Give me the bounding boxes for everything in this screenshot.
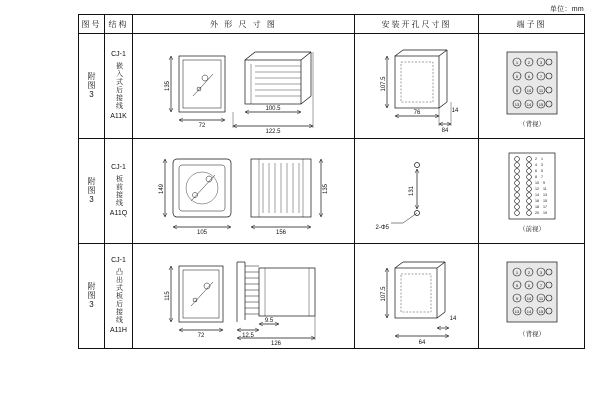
structure-cell-2 [105,139,133,244]
cutout-dim-2-0: 131 [409,185,415,197]
cutout-dim-3-2: 64 [418,340,426,346]
outline-drawing-cell-3 [133,244,355,349]
cutout-dim-1-3: 84 [441,128,449,134]
outline-drawing-cell-2 [133,139,355,244]
svg-text:7: 7 [541,175,543,179]
svg-text:18: 18 [535,205,539,209]
svg-text:6: 6 [527,283,531,288]
terminal-diagram-3 [479,244,585,348]
svg-text:14: 14 [526,309,532,314]
svg-text:6: 6 [535,169,537,173]
terminal-drawing-cell-3 [479,244,585,349]
svg-text:13: 13 [514,309,520,314]
outline-dim-2-0: 149 [159,183,165,195]
svg-text:7: 7 [539,74,543,79]
code-1: A11K [110,113,127,120]
mount-3: 凸出式板后接线 [115,268,123,324]
svg-text:2: 2 [527,60,531,65]
svg-text:11: 11 [543,187,547,191]
outline-dim-2-3: 135 [323,183,329,195]
svg-text:12: 12 [535,187,539,191]
svg-text:2: 2 [535,157,537,161]
outline-drawing-2 [133,139,355,243]
svg-text:3: 3 [541,163,543,167]
cutout-dim-2-1: 2-Φ5 [375,225,389,231]
svg-text:5: 5 [515,283,519,288]
outline-dim-3-1: 72 [197,333,205,339]
svg-text:17: 17 [543,205,547,209]
svg-text:1: 1 [515,60,519,65]
outline-dim-3-4: 126 [270,341,282,347]
outline-dim-1-1: 72 [198,123,206,129]
svg-text:6: 6 [527,74,531,79]
outline-dim-3-2: 12.5 [242,333,254,339]
cutout-dim-3-0: 107.5 [381,286,387,302]
svg-text:11: 11 [538,88,544,93]
cutout-drawing-1 [355,34,479,138]
terminal-diagram-1 [479,34,585,138]
svg-text:5: 5 [541,169,543,173]
terminal-view-label-3: （背视） [519,331,545,338]
model-1: CJ-1 [111,51,126,58]
svg-text:2: 2 [527,270,531,275]
outline-dim-2-1: 105 [196,230,208,236]
svg-text:15: 15 [538,102,544,107]
svg-text:3: 3 [539,270,543,275]
figure-no-cell-3 [79,244,105,349]
svg-text:13: 13 [514,102,520,107]
svg-text:8: 8 [535,175,537,179]
figure-no-3: 附图3 [87,282,96,310]
header-figure-no: 图号 [79,15,105,34]
svg-text:9: 9 [543,181,545,185]
figure-no-cell-1 [79,34,105,139]
svg-text:20: 20 [535,211,539,215]
table-header-row [79,15,585,34]
unit-note: 单位：mm [549,6,584,13]
terminal-view-label-2: （前视） [519,226,545,233]
cutout-drawing-cell-3 [355,244,479,349]
code-3: A11H [110,327,127,334]
cutout-dim-1-1: 76 [413,110,421,116]
cutout-dim-1-0: 107.5 [381,76,387,92]
svg-text:5: 5 [515,74,519,79]
outline-dim-3-0: 115 [165,291,171,301]
svg-text:10: 10 [526,296,532,301]
svg-text:10: 10 [526,88,532,93]
cutout-dim-3-1: 14 [449,316,457,322]
svg-text:3: 3 [539,60,543,65]
cutout-drawing-cell-2 [355,139,479,244]
terminal-drawing-cell-2 [479,139,585,244]
outline-dim-1-2: 100.5 [265,106,281,112]
figure-no-2: 附图3 [87,177,96,205]
svg-text:13: 13 [543,193,547,197]
svg-text:4: 4 [535,163,537,167]
cutout-drawing-3 [355,244,479,348]
table-row [79,34,585,139]
svg-text:1: 1 [515,270,519,275]
outline-dim-2-2: 156 [275,230,287,236]
outline-drawing-cell-1 [133,34,355,139]
svg-text:15: 15 [538,309,544,314]
structure-cell-3 [105,244,133,349]
header-outline: 外 形 尺 寸 图 [133,15,355,34]
svg-text:9: 9 [515,88,519,93]
terminal-view-label-1: （背视） [519,121,545,128]
dimension-table [78,14,585,349]
table-row [79,139,585,244]
figure-no-cell-2 [79,139,105,244]
svg-text:14: 14 [526,102,532,107]
figure-no-1: 附图3 [87,72,96,100]
svg-text:7: 7 [539,283,543,288]
outline-dim-1-0: 135 [165,80,171,92]
cutout-drawing-2 [355,139,479,243]
model-3: CJ-1 [111,257,126,264]
svg-text:11: 11 [538,296,544,301]
outline-drawing-1 [133,34,355,138]
svg-text:15: 15 [543,199,547,203]
cutout-drawing-cell-1 [355,34,479,139]
mount-2: 板前接线 [115,175,123,207]
svg-text:16: 16 [535,199,539,203]
outline-dim-3-3: 9.5 [264,318,274,324]
svg-text:9: 9 [515,296,519,301]
outline-dim-1-3: 122.5 [265,129,281,135]
table-row [79,244,585,349]
header-cutout: 安装开孔尺寸图 [355,15,479,34]
svg-text:1: 1 [541,157,543,161]
code-2: A11Q [109,210,128,217]
terminal-drawing-cell-1 [479,34,585,139]
terminal-diagram-2 [479,139,585,243]
outline-drawing-3 [133,244,355,348]
header-terminal: 端子图 [479,15,585,34]
mount-1: 嵌入式后接线 [115,62,123,110]
cutout-dim-1-2: 14 [451,108,459,114]
structure-cell-1 [105,34,133,139]
svg-text:10: 10 [535,181,539,185]
svg-text:19: 19 [543,211,547,215]
svg-text:14: 14 [535,193,539,197]
header-structure: 结构 [105,15,133,34]
model-2: CJ-1 [111,164,126,171]
